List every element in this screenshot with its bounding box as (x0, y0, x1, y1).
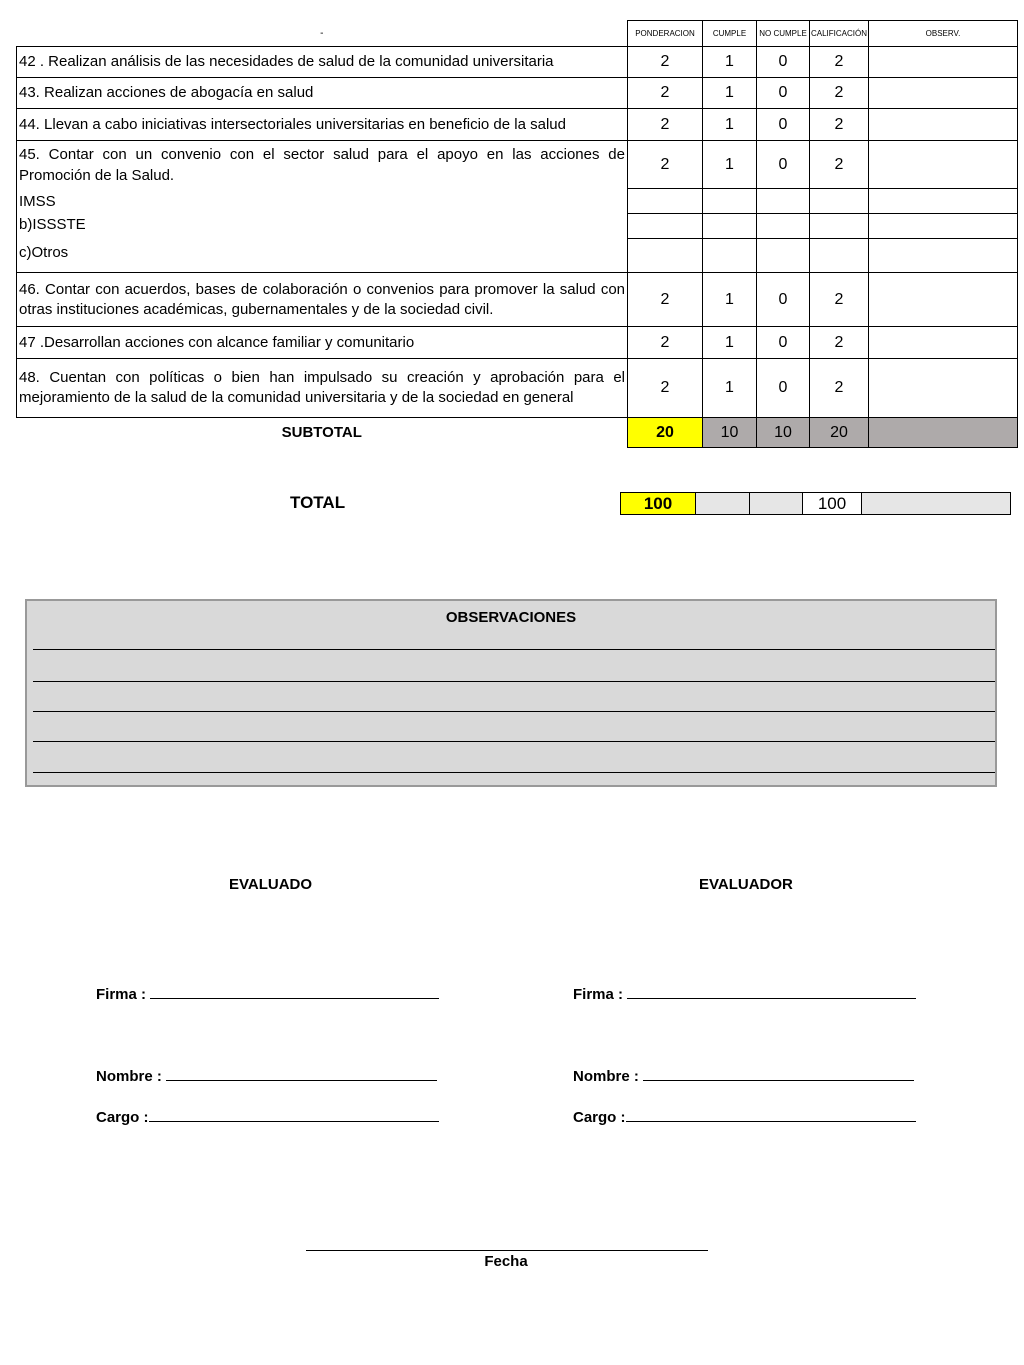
table-row (17, 78, 1018, 109)
row-observ[interactable] (869, 109, 1018, 141)
table-row (17, 47, 1018, 78)
subtotal-observ (869, 418, 1018, 448)
row-calificacion: 2 (810, 273, 869, 327)
evaluado-title: EVALUADO (229, 876, 313, 893)
row-observ[interactable] (869, 327, 1018, 359)
subtotal-ponderacion: 20 (628, 418, 703, 448)
evaluado-cargo-line[interactable] (149, 1107, 439, 1122)
row-ponderacion: 2 (628, 141, 703, 189)
row-no-cumple: 0 (757, 141, 810, 189)
subtotal-no-cumple: 10 (757, 418, 810, 448)
row-ponderacion: 2 (628, 327, 703, 359)
sub-cell[interactable] (628, 239, 703, 273)
row-ponderacion: 2 (628, 78, 703, 109)
table-header (17, 21, 1018, 47)
evaluador-cargo-line[interactable] (626, 1107, 916, 1122)
observaciones-line[interactable] (33, 741, 995, 742)
evaluador-cargo (573, 1107, 916, 1126)
row-no-cumple: 0 (757, 47, 810, 78)
row-observ[interactable] (869, 141, 1018, 189)
row-desc: 46. Contar con acuerdos, bases de colaboración o convenios para promover la salud con otras instituciones académicas, gubernamentales y de la sociedad civil. (17, 273, 628, 327)
header-calificacion: CALIFICACIÓN (810, 21, 869, 47)
table-row (17, 109, 1018, 141)
row-desc-45 (17, 141, 628, 273)
row-observ[interactable] (869, 47, 1018, 78)
table-row (17, 273, 1018, 327)
sub-cell[interactable] (757, 214, 810, 239)
table-row (17, 141, 1018, 189)
row-ponderacion: 2 (628, 109, 703, 141)
evaluado-cargo-label: Cargo : (96, 1109, 149, 1126)
total-observ (862, 493, 1011, 515)
row-calificacion: 2 (810, 141, 869, 189)
evaluado-nombre-label: Nombre : (96, 1068, 162, 1085)
observaciones-title: OBSERVACIONES (445, 609, 577, 626)
row-cumple: 1 (703, 141, 757, 189)
sub-cell[interactable] (757, 239, 810, 273)
header-ponderacion: PONDERACION (628, 21, 703, 47)
row-calificacion: 2 (810, 78, 869, 109)
observaciones-line[interactable] (33, 711, 995, 712)
total-table (620, 492, 1011, 515)
row-cumple: 1 (703, 273, 757, 327)
header-no-cumple: NO CUMPLE (757, 21, 810, 47)
row-desc: 44. Llevan a cabo iniciativas intersectoriales universitarias en beneficio de la salud (17, 109, 628, 141)
row-desc: 48. Cuentan con políticas o bien han impulsado su creación y aprobación para el mejoramiento de la salud de la comunidad universitaria y de la sociedad en general (17, 359, 628, 418)
evaluador-title: EVALUADOR (699, 876, 793, 893)
sub-cell[interactable] (703, 239, 757, 273)
row-calificacion: 2 (810, 47, 869, 78)
evaluado-nombre-line[interactable] (166, 1066, 437, 1081)
row-no-cumple: 0 (757, 78, 810, 109)
sub-cell[interactable] (703, 189, 757, 214)
row-desc: 47 .Desarrollan acciones con alcance familiar y comunitario (17, 327, 628, 359)
row-no-cumple: 0 (757, 273, 810, 327)
total-no-cumple (750, 493, 803, 515)
row-cumple: 1 (703, 327, 757, 359)
sub-cell[interactable] (757, 189, 810, 214)
observaciones-line[interactable] (33, 772, 995, 773)
sub-cell[interactable] (810, 239, 869, 273)
subtotal-row (17, 418, 1018, 448)
evaluado-cargo (96, 1107, 439, 1126)
sub-cell[interactable] (869, 189, 1018, 214)
row-cumple: 1 (703, 78, 757, 109)
evaluado-firma (96, 984, 439, 1003)
row-cumple: 1 (703, 109, 757, 141)
observaciones-box[interactable] (25, 599, 997, 787)
row-cumple: 1 (703, 359, 757, 418)
row-calificacion: 2 (810, 359, 869, 418)
sub-cell[interactable] (628, 189, 703, 214)
row-calificacion: 2 (810, 109, 869, 141)
evaluation-table (16, 20, 1018, 448)
sub-cell[interactable] (703, 214, 757, 239)
sub-cell[interactable] (869, 239, 1018, 273)
subtotal-cumple: 10 (703, 418, 757, 448)
subtotal-label: SUBTOTAL (281, 424, 362, 442)
row-observ[interactable] (869, 359, 1018, 418)
sub-item-issste: b)ISSSTE (19, 216, 86, 233)
table-row (17, 327, 1018, 359)
row-calificacion: 2 (810, 327, 869, 359)
row-no-cumple: 0 (757, 359, 810, 418)
sub-item-imss: IMSS (19, 193, 56, 210)
sub-item-otros: c)Otros (19, 244, 69, 261)
fecha-label: Fecha (484, 1253, 528, 1270)
evaluado-firma-line[interactable] (150, 984, 439, 999)
sub-cell[interactable] (628, 214, 703, 239)
row-observ[interactable] (869, 273, 1018, 327)
row-no-cumple: 0 (757, 327, 810, 359)
row-no-cumple: 0 (757, 109, 810, 141)
header-observ: OBSERV. (869, 21, 1018, 47)
subtotal-calificacion: 20 (810, 418, 869, 448)
fecha-line[interactable] (306, 1250, 708, 1251)
row-desc: 45. Contar con un convenio con el sector salud para el apoyo en las acciones de Promoción de la Salud. (19, 146, 625, 184)
observaciones-line[interactable] (33, 681, 995, 682)
evaluador-nombre-label: Nombre : (573, 1068, 639, 1085)
evaluado-nombre (96, 1066, 437, 1085)
sub-cell[interactable] (810, 214, 869, 239)
row-desc: 42 . Realizan análisis de las necesidades de salud de la comunidad universitaria (17, 47, 628, 78)
evaluador-firma-label: Firma : (573, 986, 624, 1003)
evaluador-firma (573, 984, 916, 1003)
observaciones-line[interactable] (33, 649, 995, 650)
evaluador-nombre (573, 1066, 914, 1085)
row-ponderacion: 2 (628, 47, 703, 78)
header-dash: - (320, 27, 324, 39)
row-desc: 43. Realizan acciones de abogacía en salud (17, 78, 628, 109)
evaluado-firma-label: Firma : (96, 986, 147, 1003)
evaluador-firma-line[interactable] (627, 984, 916, 999)
sub-cell[interactable] (810, 189, 869, 214)
header-cumple: CUMPLE (703, 21, 757, 47)
row-ponderacion: 2 (628, 273, 703, 327)
row-observ[interactable] (869, 78, 1018, 109)
evaluador-cargo-label: Cargo : (573, 1109, 626, 1126)
row-ponderacion: 2 (628, 359, 703, 418)
table-row (17, 359, 1018, 418)
total-cumple (696, 493, 750, 515)
sub-cell[interactable] (869, 214, 1018, 239)
row-cumple: 1 (703, 47, 757, 78)
total-calificacion: 100 (803, 493, 862, 515)
total-label: TOTAL (290, 493, 346, 512)
total-ponderacion: 100 (621, 493, 696, 515)
evaluador-nombre-line[interactable] (643, 1066, 914, 1081)
